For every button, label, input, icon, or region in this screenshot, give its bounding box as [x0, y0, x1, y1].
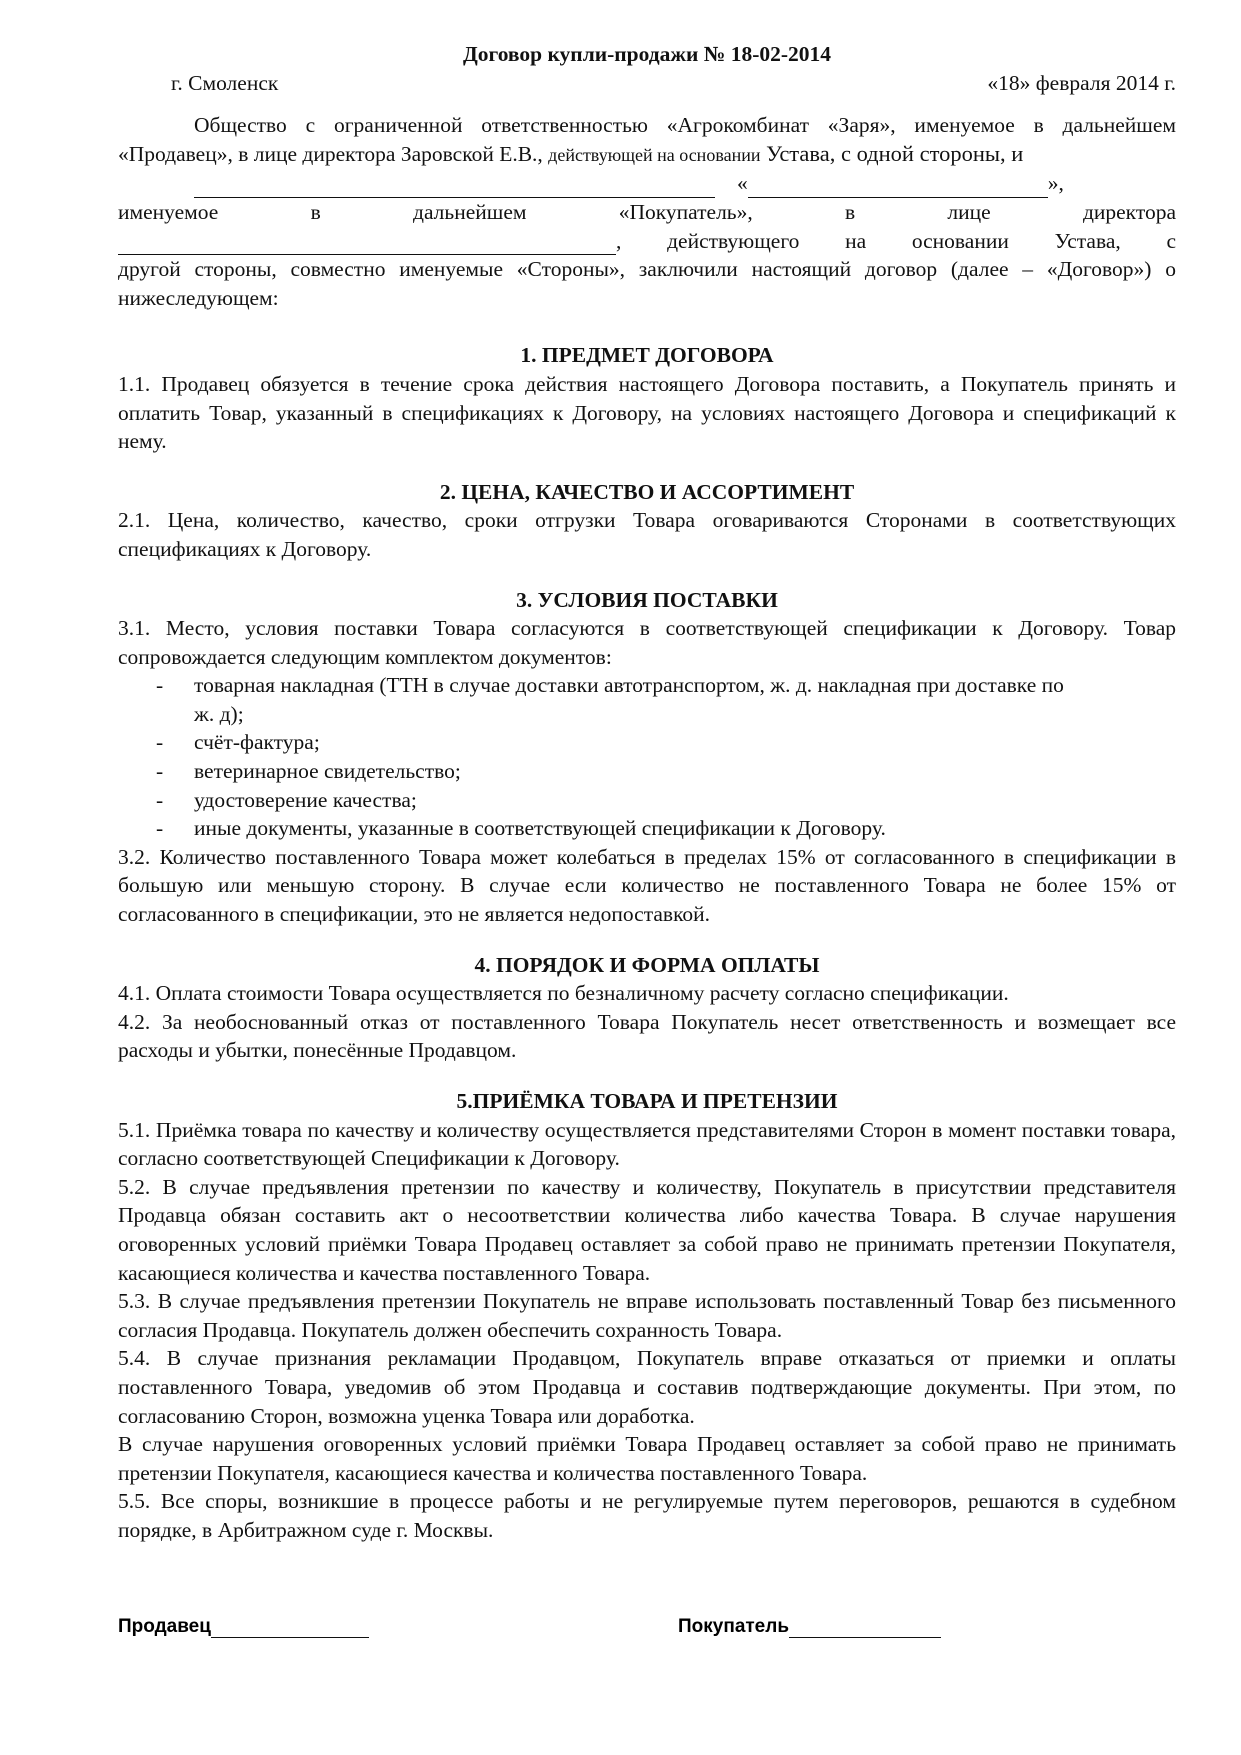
buyer-org-blank[interactable]	[194, 177, 715, 198]
city-date-row	[118, 69, 1176, 98]
buyer-words-row: именуемое в дальнейшем «Покупатель», в лице директора	[118, 199, 1176, 224]
list-item: - удостоверение качества;	[156, 787, 417, 812]
list-item: - счёт-фактура;	[156, 730, 320, 755]
clause-5-4-note: В случае нарушения оговоренных условий приёмки Товара Продавец оставляет за собой право не принимать претензии Покупателя, касающиеся качества и количества поставленного Товара.	[118, 1432, 1176, 1485]
clause-4-1: 4.1. Оплата стоимости Товара осуществляется по безналичному расчету согласно спецификации.	[118, 981, 1009, 1006]
seller-label: Продавец	[118, 1616, 211, 1637]
documents-list	[118, 671, 1176, 843]
seller-signature-blank[interactable]	[211, 1619, 369, 1638]
city: г. Смоленск	[171, 70, 279, 95]
buyer-name-line: « »,	[118, 169, 1176, 198]
section-3-heading: 3. УСЛОВИЯ ПОСТАВКИ	[516, 587, 778, 612]
seller-signature	[118, 1616, 369, 1638]
preamble-paragraph: Общество с ограниченной ответственностью «Агрокомбинат «Заря», именуемое в дальнейшем «Продавец», в лице директора Заровской Е.В., действующей на основании Устава, с одной стороны, и	[118, 113, 1176, 166]
clause-5-2: 5.2. В случае предъявления претензии по качеству и количеству, Покупатель в присутствии представителя Продавца обязан составить акт о несоответствии количества либо качества Товара. В случае нарушения оговоренных условий приёмки Товара Продавец оставляет за собой право не принимать претензии Покупателя, касающиеся количества и качества поставленного Товара.	[118, 1174, 1176, 1285]
clause-5-4: 5.4. В случае признания рекламации Продавцом, Покупатель вправе отказаться от приемки и оплаты поставленного Товара, уведомив об этом Продавца и составив подтверждающие документы. При этом, по согласованию Сторон, возможна уценка Товара или доработка.	[118, 1346, 1176, 1428]
section-5-heading: 5.ПРИЁМКА ТОВАРА И ПРЕТЕНЗИИ	[456, 1089, 838, 1113]
contract-page	[118, 40, 1176, 1545]
clause-2-1: 2.1. Цена, количество, качество, сроки отгрузки Товара оговариваются Сторонами в соответствующих спецификациях к Договору.	[118, 508, 1176, 561]
section-1-heading: 1. ПРЕДМЕТ ДОГОВОРА	[520, 343, 774, 368]
clause-4-2: 4.2. За необоснованный отказ от поставленного Товара Покупатель несет ответственность и возмещает все расходы и убытки, понесённые Продавцом.	[118, 1009, 1176, 1063]
document-title: Договор купли-продажи № 18-02-2014	[462, 42, 832, 66]
section-2-heading: 2. ЦЕНА, КАЧЕСТВО И АССОРТИМЕНТ	[439, 479, 855, 504]
clause-3-2: 3.2. Количество поставленного Товара может колебаться в пределах 15% от согласованного в спецификации в большую или меньшую сторону. В случае если количество не поставленного Товара не более 15% от согласованного в спецификации, это не является недопоставкой.	[118, 844, 1176, 927]
list-item: - иные документы, указанные в соответствующей спецификации к Договору.	[156, 816, 886, 841]
clause-5-3: 5.3. В случае предъявления претензии Покупатель не вправе использовать поставленный Товар без письменного согласия Продавца. Покупатель должен обеспечить сохранность Товара.	[118, 1289, 1176, 1342]
buyer-signature-blank[interactable]	[789, 1619, 941, 1638]
section-4-heading: 4. ПОРЯДОК И ФОРМА ОПЛАТЫ	[474, 952, 820, 977]
clause-5-5: 5.5. Все споры, возникшие в процессе работы и не регулируемые путем переговоров, решаются в судебном порядке, в Арбитражном суде г. Москвы.	[118, 1489, 1176, 1542]
clause-3-1: 3.1. Место, условия поставки Товара согласуются в соответствующей спецификации к Договору. Товар сопровождается следующим комплектом документов:	[118, 616, 1176, 669]
contract-date: «18» февраля 2014 г.	[987, 70, 1176, 95]
list-item: - ветеринарное свидетельство;	[156, 759, 461, 784]
clause-1-1: 1.1. Продавец обязуется в течение срока действия настоящего Договора поставить, а Покупатель принять и оплатить Товар, указанный в спецификациях к Договору, на условиях настоящего Договора и спецификаций к нему.	[118, 371, 1176, 454]
preamble-closing: другой стороны, совместно именуемые «Стороны», заключили настоящий договор (далее – «Договор») о нижеследующем:	[118, 257, 1176, 310]
buyer-label: Покупатель	[678, 1616, 790, 1637]
buyer-signature	[678, 1616, 941, 1638]
buyer-director-blank[interactable]	[118, 234, 616, 255]
director-line: , действующего на основании Устава, с	[118, 227, 1176, 256]
buyer-name-blank[interactable]	[748, 177, 1048, 198]
list-item: - товарная накладная (ТТН в случае доставки автотранспортом, ж. д. накладная при доставке по ж. д);	[156, 673, 1064, 726]
clause-5-1: 5.1. Приёмка товара по качеству и количеству осуществляется представителями Сторон в момент поставки товара, согласно соответствующей Спецификации к Договору.	[118, 1117, 1176, 1171]
